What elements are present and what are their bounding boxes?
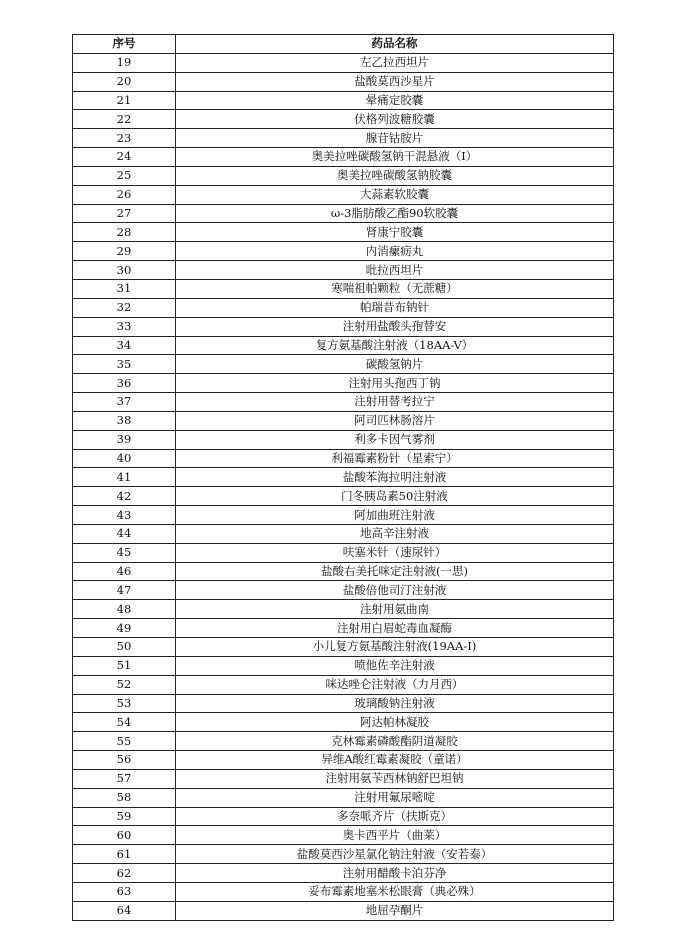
drug-name-cell: 大蒜素软胶囊	[176, 185, 614, 204]
header-drug-name: 药品名称	[176, 35, 614, 54]
serial-number-cell: 21	[73, 91, 176, 110]
serial-number-cell: 54	[73, 713, 176, 732]
table-row	[73, 675, 614, 694]
table-row	[73, 317, 614, 336]
serial-number-cell: 27	[73, 204, 176, 223]
table-row	[73, 185, 614, 204]
serial-number-cell: 37	[73, 393, 176, 412]
drug-name-cell: 复方氨基酸注射液（18AA-V）	[176, 336, 614, 355]
drug-name-cell: 盐酸苯海拉明注射液	[176, 468, 614, 487]
serial-number-cell: 63	[73, 882, 176, 901]
table-row	[73, 468, 614, 487]
serial-number-cell: 25	[73, 166, 176, 185]
table-row	[73, 882, 614, 901]
table-row	[73, 91, 614, 110]
table-row	[73, 619, 614, 638]
serial-number-cell: 49	[73, 619, 176, 638]
serial-number-cell: 19	[73, 53, 176, 72]
serial-number-cell: 48	[73, 600, 176, 619]
table-row	[73, 449, 614, 468]
table-row	[73, 110, 614, 129]
table-row	[73, 374, 614, 393]
drug-name-cell: 妥布霉素地塞米松眼膏（典必殊）	[176, 882, 614, 901]
serial-number-cell: 62	[73, 864, 176, 883]
drug-name-cell: 注射用白眉蛇毒血凝酶	[176, 619, 614, 638]
serial-number-cell: 45	[73, 543, 176, 562]
drug-name-cell: 碳酸氢钠片	[176, 355, 614, 374]
table-row	[73, 713, 614, 732]
drug-name-cell: 盐酸倍他司汀注射液	[176, 581, 614, 600]
drug-name-cell: 咪达唑仑注射液（力月西）	[176, 675, 614, 694]
serial-number-cell: 46	[73, 562, 176, 581]
drug-name-cell: 阿达帕林凝胶	[176, 713, 614, 732]
table-row	[73, 279, 614, 298]
drug-name-cell: 左乙拉西坦片	[176, 53, 614, 72]
serial-number-cell: 41	[73, 468, 176, 487]
table-row	[73, 769, 614, 788]
serial-number-cell: 50	[73, 638, 176, 657]
table-row	[73, 524, 614, 543]
table-row	[73, 638, 614, 657]
serial-number-cell: 31	[73, 279, 176, 298]
serial-number-cell: 30	[73, 261, 176, 280]
drug-name-cell: 帕瑞昔布钠针	[176, 298, 614, 317]
drug-name-cell: 玻璃酸钠注射液	[176, 694, 614, 713]
serial-number-cell: 29	[73, 242, 176, 261]
serial-number-cell: 43	[73, 506, 176, 525]
table-row	[73, 53, 614, 72]
serial-number-cell: 61	[73, 845, 176, 864]
serial-number-cell: 20	[73, 72, 176, 91]
serial-number-cell: 52	[73, 675, 176, 694]
drug-name-cell: 吡拉西坦片	[176, 261, 614, 280]
table-row	[73, 242, 614, 261]
table-row	[73, 129, 614, 148]
table-row	[73, 901, 614, 920]
drug-name-cell: 异维A酸红霉素凝胶（童诺）	[176, 751, 614, 770]
serial-number-cell: 22	[73, 110, 176, 129]
serial-number-cell: 60	[73, 826, 176, 845]
serial-number-cell: 57	[73, 769, 176, 788]
drug-list-table	[72, 34, 614, 921]
drug-name-cell: 注射用头孢西丁钠	[176, 374, 614, 393]
drug-name-cell: 内消瘰疬丸	[176, 242, 614, 261]
table-row	[73, 845, 614, 864]
table-row	[73, 393, 614, 412]
drug-name-cell: 奥美拉唑碳酸氢钠干混悬液（Ⅰ）	[176, 148, 614, 167]
drug-name-cell: 注射用氟尿嘧啶	[176, 788, 614, 807]
drug-name-cell: 奥美拉唑碳酸氢钠胶囊	[176, 166, 614, 185]
table-row	[73, 506, 614, 525]
table-row	[73, 543, 614, 562]
drug-name-cell: 寒喘祖帕颗粒（无蔗糖）	[176, 279, 614, 298]
drug-name-cell: 利福霉素粉针（星索宁）	[176, 449, 614, 468]
table-row	[73, 411, 614, 430]
serial-number-cell: 23	[73, 129, 176, 148]
table-row	[73, 788, 614, 807]
drug-name-cell: 伏格列波糖胶囊	[176, 110, 614, 129]
serial-number-cell: 34	[73, 336, 176, 355]
serial-number-cell: 40	[73, 449, 176, 468]
serial-number-cell: 51	[73, 656, 176, 675]
table-body	[73, 53, 614, 920]
drug-name-cell: 地屈孕酮片	[176, 901, 614, 920]
table-row	[73, 751, 614, 770]
drug-name-cell: 奥卡西平片（曲莱）	[176, 826, 614, 845]
table-row	[73, 826, 614, 845]
table-row	[73, 261, 614, 280]
serial-number-cell: 64	[73, 901, 176, 920]
table-row	[73, 694, 614, 713]
table-row	[73, 430, 614, 449]
drug-name-cell: 呋塞米针（速尿针）	[176, 543, 614, 562]
table-row	[73, 223, 614, 242]
drug-name-cell: 盐酸莫西沙星氯化钠注射液（安若泰）	[176, 845, 614, 864]
drug-name-cell: 地高辛注射液	[176, 524, 614, 543]
serial-number-cell: 39	[73, 430, 176, 449]
drug-name-cell: 多奈哌齐片（扶斯克）	[176, 807, 614, 826]
table-row	[73, 600, 614, 619]
table-row	[73, 355, 614, 374]
table-row	[73, 864, 614, 883]
drug-name-cell: 阿司匹林肠溶片	[176, 411, 614, 430]
table-row	[73, 72, 614, 91]
serial-number-cell: 55	[73, 732, 176, 751]
serial-number-cell: 33	[73, 317, 176, 336]
serial-number-cell: 32	[73, 298, 176, 317]
drug-name-cell: 阿加曲班注射液	[176, 506, 614, 525]
table-row	[73, 298, 614, 317]
serial-number-cell: 53	[73, 694, 176, 713]
serial-number-cell: 59	[73, 807, 176, 826]
drug-name-cell: 盐酸莫西沙星片	[176, 72, 614, 91]
serial-number-cell: 28	[73, 223, 176, 242]
table-row	[73, 204, 614, 223]
table-row	[73, 656, 614, 675]
table-row	[73, 336, 614, 355]
drug-name-cell: ω-3脂肪酸乙酯90软胶囊	[176, 204, 614, 223]
serial-number-cell: 58	[73, 788, 176, 807]
table-header-row	[73, 35, 614, 54]
drug-name-cell: 注射用替考拉宁	[176, 393, 614, 412]
drug-name-cell: 注射用盐酸头孢替安	[176, 317, 614, 336]
serial-number-cell: 38	[73, 411, 176, 430]
table-row	[73, 581, 614, 600]
table-row	[73, 562, 614, 581]
table-row	[73, 166, 614, 185]
drug-name-cell: 喷他佐辛注射液	[176, 656, 614, 675]
serial-number-cell: 36	[73, 374, 176, 393]
serial-number-cell: 56	[73, 751, 176, 770]
serial-number-cell: 42	[73, 487, 176, 506]
table-row	[73, 732, 614, 751]
drug-name-cell: 克林霉素磷酸酯阴道凝胶	[176, 732, 614, 751]
drug-name-cell: 腺苷钴胺片	[176, 129, 614, 148]
serial-number-cell: 47	[73, 581, 176, 600]
drug-name-cell: 注射用氨苄西林钠舒巴坦钠	[176, 769, 614, 788]
drug-name-cell: 肾康宁胶囊	[176, 223, 614, 242]
header-serial-number: 序号	[73, 35, 176, 54]
table-row	[73, 487, 614, 506]
drug-name-cell: 利多卡因气雾剂	[176, 430, 614, 449]
serial-number-cell: 26	[73, 185, 176, 204]
drug-name-cell: 门冬胰岛素50注射液	[176, 487, 614, 506]
serial-number-cell: 24	[73, 148, 176, 167]
drug-name-cell: 晕痛定胶囊	[176, 91, 614, 110]
drug-name-cell: 注射用醋酸卡泊芬净	[176, 864, 614, 883]
table-row	[73, 148, 614, 167]
drug-name-cell: 盐酸右美托咪定注射液(一思)	[176, 562, 614, 581]
table-row	[73, 807, 614, 826]
drug-name-cell: 注射用氨曲南	[176, 600, 614, 619]
serial-number-cell: 44	[73, 524, 176, 543]
serial-number-cell: 35	[73, 355, 176, 374]
drug-name-cell: 小儿复方氨基酸注射液(19AA-I)	[176, 638, 614, 657]
